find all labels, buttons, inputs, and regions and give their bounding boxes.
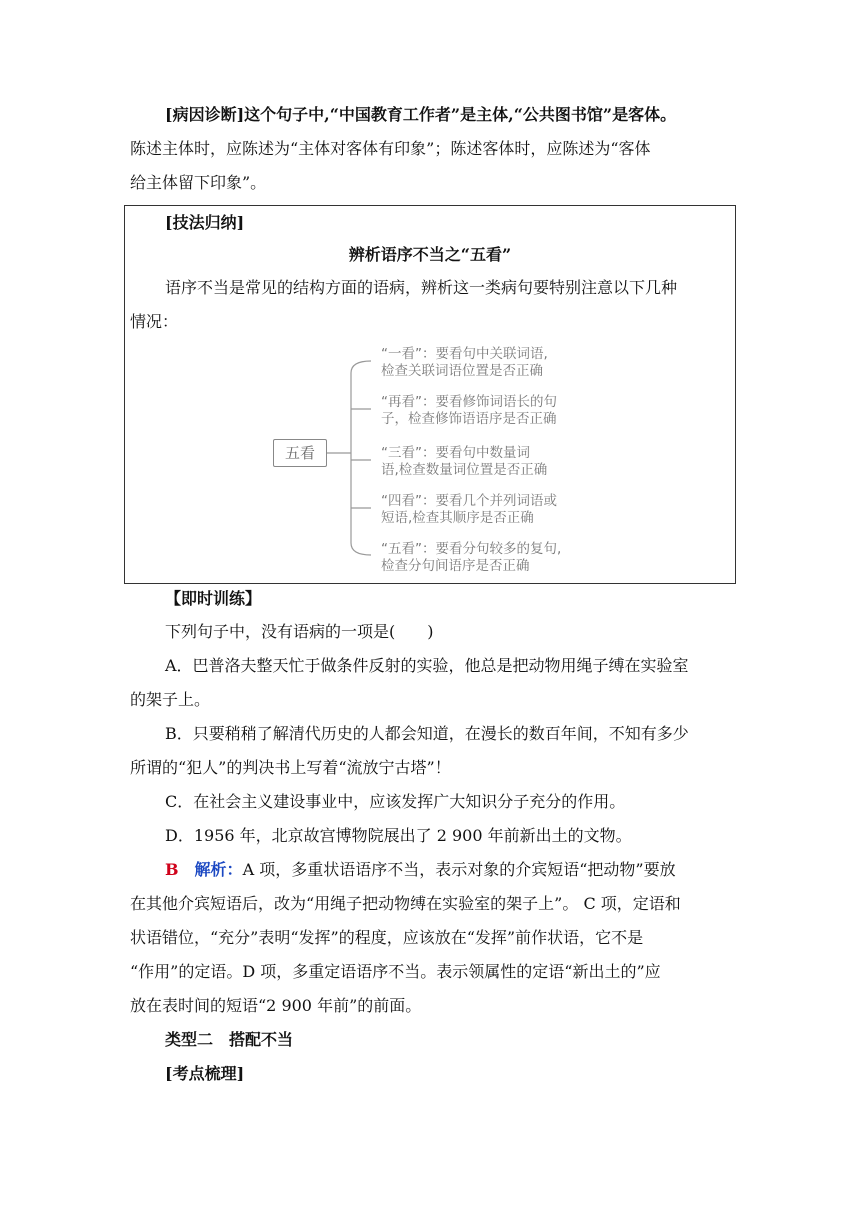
diagram-branch-1 <box>381 346 621 380</box>
option-a-line-2: 的架子上。 <box>130 690 211 709</box>
diagram-branch-3 <box>381 445 621 479</box>
diagram-branch-4 <box>381 493 621 527</box>
method-intro-line-1: 语序不当是常见的结构方面的语病，辨析这一类病句要特别注意以下几种 <box>165 278 678 297</box>
branch-4-line-2: 短语,检查其顺序是否正确 <box>381 510 534 526</box>
analysis-label: 解析： <box>194 860 243 879</box>
five-looks-diagram <box>273 338 623 576</box>
branch-1-line-1: “一看”：要看句中关联词语, <box>381 346 548 362</box>
branch-2-line-1: “再看”：要看修饰词语长的句 <box>381 394 557 410</box>
method-heading: [技法归纳] <box>165 213 245 232</box>
branch-5-line-2: 检查分句间语序是否正确 <box>381 558 530 574</box>
type-two-heading: 类型二 搭配不当 <box>165 1030 294 1049</box>
method-summary-box <box>124 205 736 584</box>
diagram-branch-2 <box>381 394 621 428</box>
practice-heading: 【即时训练】 <box>165 589 262 608</box>
analysis-line-3: 状语错位，“充分”表明“发挥”的程度，应该放在“发挥”前作状语，它不是 <box>130 928 644 947</box>
option-a-line-1: A．巴普洛夫整天忙于做条件反射的实验，他总是把动物用绳子缚在实验室 <box>165 656 689 675</box>
option-d: D．1956 年，北京故宫博物院展出了 2 900 年前新出土的文物。 <box>165 826 632 845</box>
branch-3-line-1: “三看”：要看句中数量词 <box>381 445 530 461</box>
practice-question: 下列句子中，没有语病的一项是( ) <box>165 622 434 641</box>
option-c: C．在社会主义建设事业中，应该发挥广大知识分子充分的作用。 <box>165 792 626 811</box>
diagram-branch-5 <box>381 541 621 575</box>
branch-1-line-2: 检查关联词语位置是否正确 <box>381 363 543 379</box>
analysis-line-2: 在其他介宾短语后，改为“用绳子把动物缚在实验室的架子上”。 C 项，定语和 <box>130 894 681 913</box>
exam-points-heading: [考点梳理] <box>165 1064 245 1083</box>
analysis-line-4: “作用”的定语。D 项，多重定语语序不当。表示领属性的定语“新出土的”应 <box>130 962 661 981</box>
method-title: 辨析语序不当之“五看” <box>348 245 512 264</box>
analysis-line-1-text: A 项，多重状语语序不当，表示对象的介宾短语“把动物”要放 <box>242 860 676 879</box>
branch-2-line-2: 子，检查修饰语语序是否正确 <box>381 411 557 427</box>
analysis-line-1 <box>165 858 676 882</box>
method-intro-line-2: 情况： <box>130 312 179 331</box>
diagnosis-line-3: 给主体留下印象”。 <box>130 173 267 192</box>
option-b-line-2: 所谓的“犯人”的判决书上写着“流放宁古塔”！ <box>130 758 451 777</box>
branch-3-line-2: 语,检查数量词位置是否正确 <box>381 462 548 478</box>
option-b-line-1: B．只要稍稍了解清代历史的人都会知道，在漫长的数百年间，不知有多少 <box>165 724 689 743</box>
branch-4-line-1: “四看”：要看几个并列词语或 <box>381 493 557 509</box>
diagnosis-line-2: 陈述主体时，应陈述为“主体对客体有印象”；陈述客体时，应陈述为“客体 <box>130 139 651 158</box>
diagnosis-line-1: [病因诊断]这个句子中,“中国教育工作者”是主体,“公共图书馆”是客体。 <box>165 105 677 124</box>
answer-letter: B <box>165 860 179 879</box>
diagram-root-node: 五看 <box>273 439 327 467</box>
branch-5-line-1: “五看”：要看分句较多的复句, <box>381 541 562 557</box>
analysis-line-5: 放在表时间的短语“2 900 年前”的前面。 <box>130 996 422 1015</box>
